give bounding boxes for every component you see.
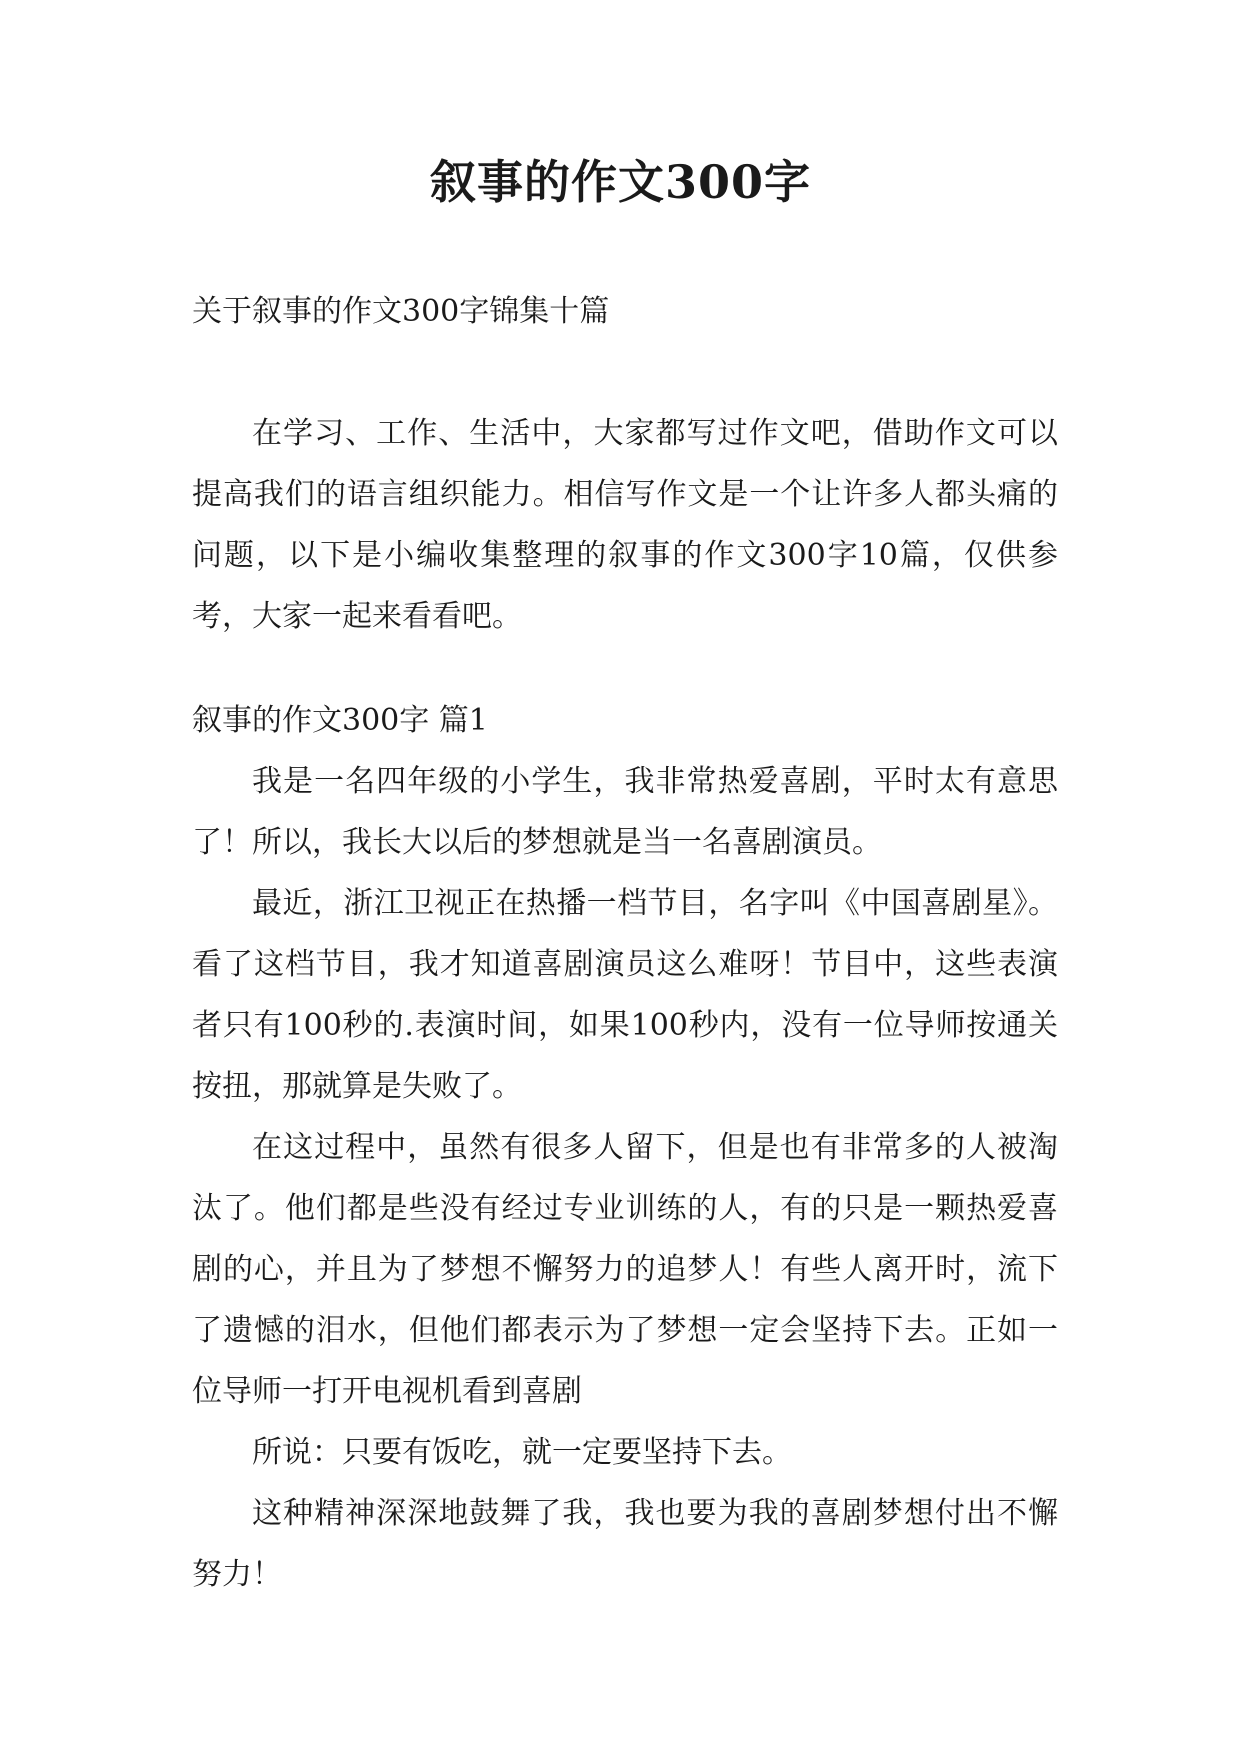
- essay-1-heading: 叙事的作文300字 篇1: [192, 703, 488, 738]
- essay-1-section: [192, 690, 1058, 1605]
- intro-section: [192, 403, 1058, 647]
- intro-paragraph: 在学习、工作、生活中，大家都写过作文吧，借助作文可以提高我们的语言组织能力。相信写作文是一个让许多人都头痛的问题，以下是小编收集整理的叙事的作文300字10篇，仅供参考，大家一起来看看吧。: [192, 416, 1058, 634]
- essay-paragraph: 这种精神深深地鼓舞了我，我也要为我的喜剧梦想付出不懈努力！: [192, 1496, 1058, 1592]
- essay-paragraph: 我是一名四年级的小学生，我非常热爱喜剧，平时太有意思了！所以，我长大以后的梦想就是当一名喜剧演员。: [192, 764, 1058, 860]
- essay-paragraph: 所说：只要有饭吃，就一定要坚持下去。: [252, 1435, 792, 1470]
- essay-paragraph: 在这过程中，虽然有很多人留下，但是也有非常多的人被淘汰了。他们都是些没有经过专业训练的人，有的只是一颗热爱喜剧的心，并且为了梦想不懈努力的追梦人！有些人离开时，流下了遗憾的泪水，但他们都表示为了梦想一定会坚持下去。正如一位导师一打开电视机看到喜剧: [192, 1130, 1058, 1409]
- essay-paragraph: 最近，浙江卫视正在热播一档节目，名字叫《中国喜剧星》。看了这档节目，我才知道喜剧演员这么难呀！节目中，这些表演者只有100秒的.表演时间，如果100秒内，没有一位导师按通关按扭，那就算是失败了。: [192, 886, 1058, 1104]
- document-subtitle: 关于叙事的作文300字锦集十篇: [192, 294, 610, 329]
- document-title: 叙事的作文300字: [429, 155, 812, 209]
